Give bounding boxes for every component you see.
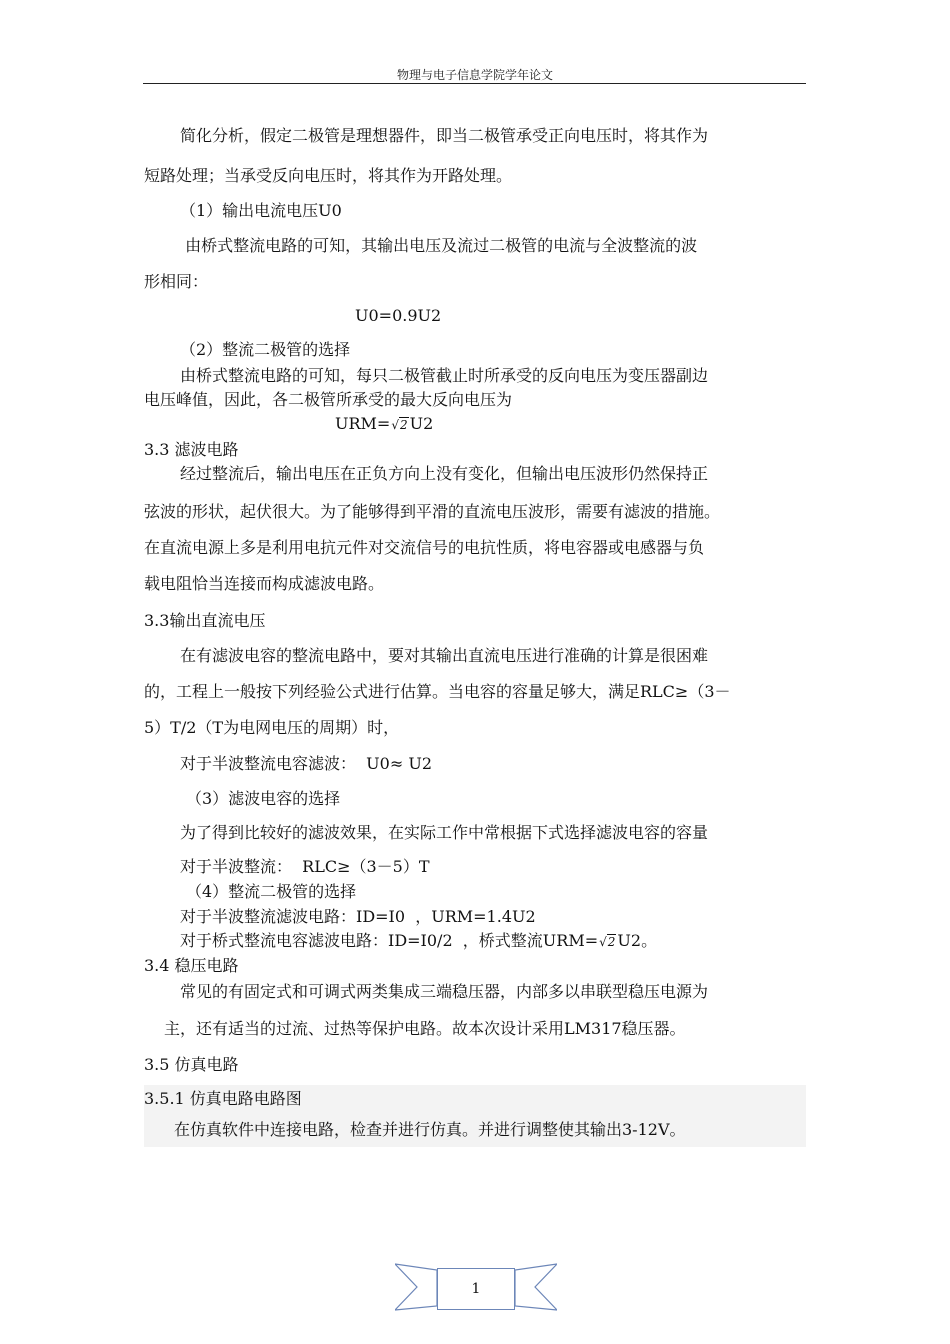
subheading: （2）整流二极管的选择 (180, 340, 351, 359)
paragraph-line: 经过整流后，输出电压在正负方向上没有变化，但输出电压波形仍然保持正 (180, 464, 709, 483)
paragraph-line: 的，工程上一般按下列经验公式进行估算。当电容的容量足够大，满足RLC≥（3－ (144, 682, 731, 701)
subheading: （3）滤波电容的选择 (186, 789, 341, 808)
paragraph-line: 为了得到比较好的滤波效果，在实际工作中常根据下式选择滤波电容的容量 (180, 823, 709, 842)
paragraph-line: 载电阻恰当连接而构成滤波电路。 (144, 574, 385, 593)
sqrt-symbol: √2 (391, 418, 408, 432)
section-heading: 3.5 仿真电路 (144, 1055, 239, 1074)
paragraph-line: 由桥式整流电路的可知，其输出电压及流过二极管的电流与全波整流的波 (180, 236, 698, 255)
paragraph-line: 5）T/2（T为电网电压的周期）时， (144, 718, 400, 737)
section-heading: 3.3 滤波电路 (144, 440, 239, 459)
paragraph-line: 短路处理；当承受反向电压时，将其作为开路处理。 (144, 166, 513, 185)
paragraph-line: 在直流电源上多是利用电抗元件对交流信号的电抗性质，将电容器或电感器与负 (144, 538, 705, 557)
paragraph-line: 在仿真软件中连接电路，检查并进行仿真。并进行调整使其输出3-12V。 (144, 1113, 806, 1147)
paragraph-line: 形相同： (144, 272, 209, 291)
paragraph-line: 弦波的形状，起伏很大。为了能够得到平滑的直流电压波形，需要有滤波的措施。 (144, 502, 721, 521)
running-header: 物理与电子信息学院学年论文 (396, 68, 553, 82)
paragraph-line: 对于桥式整流电容滤波电路：ID=I0/2 ，桥式整流URM=√2 U2。 (180, 931, 658, 950)
paragraph-line: 在有滤波电容的整流电路中，要对其输出直流电压进行准确的计算是很困难 (180, 646, 709, 665)
paragraph-line: 电压峰值，因此，各二极管所承受的最大反向电压为 (144, 390, 513, 409)
page-number: 1 (471, 1281, 481, 1297)
ribbon-left-tail (395, 1264, 437, 1310)
paragraph-line: 常见的有固定式和可调式两类集成三端稳压器，内部多以串联型稳压电源为 (180, 982, 709, 1001)
sqrt-symbol: √2 (599, 935, 616, 949)
section-heading: 3.4 稳压电路 (144, 956, 239, 975)
paragraph-line: 对于半波整流： RLC≥（3－5）T (180, 857, 430, 876)
page-number-box (437, 1268, 515, 1310)
paragraph-line: 由桥式整流电路的可知，每只二极管截止时所承受的反向电压为变压器副边 (180, 366, 709, 385)
paragraph-line: 主，还有适当的过流、过热等保护电路。故本次设计采用LM317稳压器。 (164, 1019, 686, 1038)
section-heading: 3.3输出直流电压 (144, 611, 266, 630)
formula: URM=√2 U2 (335, 414, 434, 433)
ribbon-right-tail (515, 1264, 557, 1310)
header-rule (143, 83, 806, 84)
subsection-heading: 3.5.1 仿真电路电路图 (144, 1085, 806, 1113)
subheading: （1）输出电流电压U0 (180, 201, 342, 220)
paragraph-line: 对于半波整流电容滤波： U0≈ U2 (180, 754, 432, 773)
paragraph-line: 简化分析，假定二极管是理想器件，即当二极管承受正向电压时，将其作为 (180, 126, 709, 145)
paragraph-line: 对于半波整流滤波电路：ID=I0 ，URM=1.4U2 (180, 907, 536, 926)
formula: U0=0.9U2 (355, 306, 442, 325)
subheading: （4）整流二极管的选择 (186, 882, 357, 901)
